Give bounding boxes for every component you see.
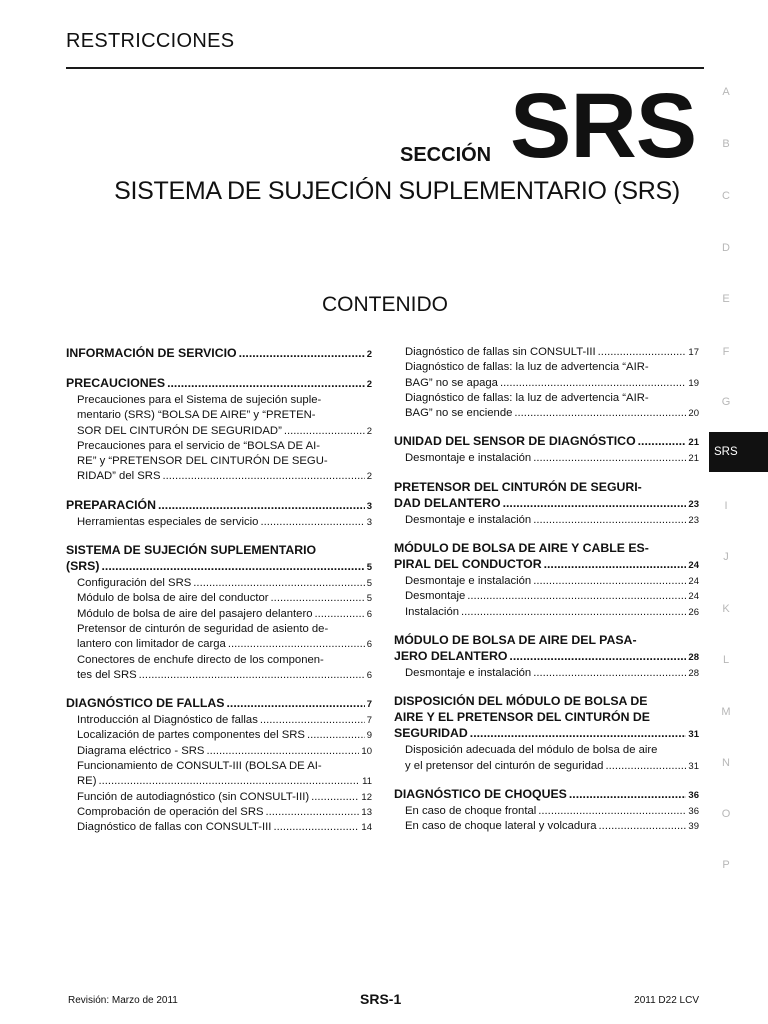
- toc-entry[interactable]: [394, 345, 699, 421]
- dot-leader: [514, 406, 686, 421]
- toc-heading[interactable]: [394, 786, 699, 804]
- dot-leader: [467, 589, 686, 604]
- toc-item-text: tes del SRS: [77, 668, 137, 681]
- toc-entry[interactable]: [394, 632, 699, 681]
- toc-page-number: 20: [688, 408, 699, 420]
- toc-item[interactable]: [66, 515, 372, 530]
- footer-revision: Revisión: Marzo de 2011: [68, 995, 178, 1006]
- toc-page-number: 28: [688, 651, 699, 663]
- toc-page-number: 5: [366, 562, 372, 574]
- dot-leader: [260, 515, 364, 530]
- toc-page-number: 10: [361, 745, 372, 757]
- toc-page-number: 39: [688, 821, 699, 833]
- toc-item-line: Conectores de enchufe directo de los componen-: [77, 653, 324, 666]
- toc-heading[interactable]: [66, 345, 372, 363]
- toc-page-number: 3: [366, 516, 372, 528]
- toc-heading[interactable]: [66, 497, 372, 515]
- toc-item-line: [405, 513, 699, 528]
- dot-leader: [503, 495, 687, 511]
- toc-item-line: Disposición adecuada del módulo de bolsa de aire: [405, 744, 658, 757]
- toc-page-number: 11: [362, 776, 372, 788]
- dot-leader: [307, 728, 365, 743]
- dot-leader: [98, 774, 360, 789]
- toc-item-text: y el pretensor del cinturón de seguridad: [405, 759, 604, 772]
- toc-item[interactable]: [394, 666, 699, 681]
- toc-page-number: 7: [366, 715, 372, 727]
- toc-heading-text: SEGURIDAD: [394, 726, 468, 741]
- toc-item-text: lantero con limitador de carga: [77, 638, 226, 651]
- side-tab-b[interactable]: B: [722, 138, 730, 150]
- toc-item-text: En caso de choque frontal: [405, 804, 537, 817]
- toc-item[interactable]: [66, 653, 372, 684]
- toc-entry[interactable]: [66, 375, 372, 485]
- side-tab-p[interactable]: P: [722, 859, 730, 871]
- toc-entry[interactable]: [394, 693, 699, 774]
- section-label: SECCIÓN: [400, 144, 492, 166]
- toc-page-number: 5: [366, 593, 372, 605]
- toc-item-line: [77, 469, 372, 484]
- dot-leader: [167, 375, 365, 391]
- dot-leader: [228, 637, 365, 652]
- toc-item-line: [405, 406, 699, 421]
- toc-heading[interactable]: [394, 693, 699, 743]
- toc-item[interactable]: [66, 576, 372, 591]
- side-tab-n[interactable]: N: [722, 757, 730, 769]
- toc-heading-line: [66, 695, 372, 713]
- toc-item-text: Módulo de bolsa de aire del conductor: [77, 592, 269, 605]
- toc-item-text: SOR DEL CINTURÓN DE SEGURIDAD”: [77, 424, 282, 437]
- toc-item[interactable]: [66, 790, 372, 805]
- toc-heading-line: MÓDULO DE BOLSA DE AIRE Y CABLE ES-: [394, 541, 649, 556]
- header-title: RESTRICCIONES: [66, 30, 235, 52]
- toc-heading[interactable]: [66, 375, 372, 393]
- toc-entry[interactable]: [394, 540, 699, 620]
- toc-item[interactable]: [66, 607, 372, 622]
- dot-leader: [139, 668, 365, 683]
- toc-item[interactable]: [66, 820, 372, 835]
- toc-item-line: [405, 759, 699, 774]
- toc-item-line: [405, 376, 699, 391]
- toc-page-number: 6: [366, 639, 372, 651]
- dot-leader: [533, 574, 686, 589]
- toc-page-number: 31: [688, 760, 699, 772]
- toc-item[interactable]: [66, 744, 372, 759]
- toc-item[interactable]: [66, 622, 372, 653]
- toc-heading-text: UNIDAD DEL SENSOR DE DIAGNÓSTICO: [394, 434, 636, 449]
- toc-heading-text: PRECAUCIONES: [66, 376, 166, 390]
- toc-page-number: 24: [688, 560, 699, 572]
- toc-page-number: 12: [361, 791, 372, 803]
- dot-leader: [461, 605, 686, 620]
- toc-entry[interactable]: [394, 433, 699, 466]
- toc-page-number: 2: [366, 349, 372, 360]
- toc-item-line: [77, 515, 372, 530]
- toc-item-line: RE” y “PRETENSOR DEL CINTURÓN DE SEGU-: [77, 455, 328, 468]
- toc-item-text: Desmontaje e instalación: [405, 666, 532, 679]
- toc-entry[interactable]: [66, 345, 372, 363]
- toc-item-text: RE): [77, 775, 97, 788]
- toc-page-number: 19: [688, 377, 699, 389]
- toc-item-line: Precauciones para el servicio de “BOLSA DE AI-: [77, 439, 320, 452]
- toc-item-line: [405, 804, 699, 819]
- toc-item[interactable]: [66, 728, 372, 743]
- toc-heading[interactable]: [394, 433, 699, 451]
- toc-page-number: 13: [361, 806, 372, 818]
- toc-page-number: 28: [688, 667, 699, 679]
- toc-item[interactable]: [394, 574, 699, 589]
- dot-leader: [605, 759, 686, 774]
- toc-heading-line: DISPOSICIÓN DEL MÓDULO DE BOLSA DE: [394, 694, 648, 709]
- side-tab-a[interactable]: A: [722, 86, 730, 98]
- toc-heading-line: SISTEMA DE SUJECIÓN SUPLEMENTARIO: [66, 543, 317, 558]
- footer-page-number: SRS-1: [360, 991, 402, 1007]
- toc-item-text: Localización de partes componentes del SRS: [77, 729, 305, 742]
- dot-leader: [544, 556, 687, 572]
- toc-item-text: Desmontaje: [405, 590, 466, 603]
- dot-leader: [239, 345, 365, 361]
- toc-page-number: 36: [688, 789, 699, 801]
- side-tab-o[interactable]: O: [721, 808, 731, 820]
- dot-leader: [163, 469, 365, 484]
- dot-leader: [227, 695, 365, 711]
- toc-heading[interactable]: [66, 695, 372, 713]
- toc-item-line: Diagnóstico de fallas: la luz de advertencia “AIR-: [405, 361, 649, 374]
- toc-item-text: Introducción al Diagnóstico de fallas: [77, 714, 258, 727]
- dot-leader: [638, 433, 687, 449]
- toc-item-text: Herramientas especiales de servicio: [77, 515, 259, 528]
- toc-item-line: [77, 728, 372, 743]
- toc-entry[interactable]: [394, 479, 699, 528]
- toc-heading-text: INFORMACIÓN DE SERVICIO: [66, 346, 237, 360]
- toc-item-text: Instalación: [405, 605, 460, 618]
- side-tab-g[interactable]: G: [721, 396, 731, 408]
- toc-page-number: 6: [366, 608, 372, 620]
- toc-item-text: Comprobación de operación del SRS: [77, 805, 264, 818]
- toc-page-number: 2: [366, 379, 372, 390]
- toc-heading-line: [66, 345, 372, 363]
- section-code: SRS: [510, 75, 697, 177]
- dot-leader: [273, 820, 359, 835]
- toc-item[interactable]: [66, 393, 372, 439]
- toc-heading[interactable]: [394, 479, 699, 513]
- toc-heading[interactable]: [394, 540, 699, 574]
- toc-item[interactable]: [66, 439, 372, 485]
- toc-item[interactable]: [394, 819, 699, 834]
- toc-item-text: Desmontaje e instalación: [405, 452, 532, 465]
- toc-heading-line: MÓDULO DE BOLSA DE AIRE DEL PASA-: [394, 632, 637, 647]
- toc-heading-text: DAD DELANTERO: [394, 495, 501, 510]
- footer-model: 2011 D22 LCV: [634, 995, 699, 1006]
- toc-item-line: Diagnóstico de fallas: la luz de advertencia “AIR-: [405, 391, 649, 404]
- toc-heading-line: [394, 556, 699, 574]
- toc-entry[interactable]: [66, 497, 372, 530]
- toc-item[interactable]: [394, 360, 699, 391]
- toc-page-number: 23: [688, 498, 699, 510]
- toc-item-line: [77, 576, 372, 591]
- side-tab-d[interactable]: D: [722, 242, 730, 254]
- toc-item[interactable]: [394, 513, 699, 528]
- toc-page-number: 36: [688, 805, 699, 817]
- toc-item-line: [77, 805, 372, 820]
- toc-entry[interactable]: [66, 695, 372, 835]
- toc-item-line: [77, 591, 372, 606]
- toc-item-line: [77, 790, 372, 805]
- toc-item[interactable]: [394, 804, 699, 819]
- toc-page-number: 31: [688, 729, 699, 741]
- side-tab-m[interactable]: M: [721, 706, 731, 718]
- dot-leader: [311, 790, 359, 805]
- dot-leader: [266, 805, 360, 820]
- toc-item-text: BAG” no se enciende: [405, 407, 513, 420]
- toc-item-line: [77, 668, 372, 683]
- toc-page-number: 6: [366, 669, 372, 681]
- header-rule: [66, 67, 704, 69]
- toc-item-text: RIDAD” del SRS: [77, 470, 161, 483]
- toc-item-text: Módulo de bolsa de aire del pasajero delantero: [77, 607, 313, 620]
- toc-left-column: [66, 345, 372, 848]
- toc-page-number: 24: [688, 576, 699, 588]
- toc-item[interactable]: [66, 759, 372, 790]
- toc-item-line: [405, 345, 699, 360]
- toc-page-number: 21: [688, 453, 699, 465]
- toc-heading-text: JERO DELANTERO: [394, 648, 508, 663]
- toc-item-line: [405, 605, 699, 620]
- toc-item-text: Desmontaje e instalación: [405, 513, 532, 526]
- dot-leader: [599, 819, 687, 834]
- toc-item-line: [405, 451, 699, 466]
- dot-leader: [206, 744, 359, 759]
- dot-leader: [500, 376, 686, 391]
- toc-heading-line: [394, 725, 699, 743]
- toc-heading-line: [66, 558, 372, 576]
- toc-heading-text: DIAGNÓSTICO DE CHOQUES: [394, 786, 567, 801]
- toc-item-line: mentario (SRS) “BOLSA DE AIRE” y “PRETEN-: [77, 409, 316, 422]
- section-title: SISTEMA DE SUJECIÓN SUPLEMENTARIO (SRS): [114, 177, 680, 205]
- toc-heading[interactable]: [66, 542, 372, 576]
- toc-item-line: Funcionamiento de CONSULT-III (BOLSA DE AI-: [77, 760, 322, 773]
- side-tab-l[interactable]: L: [722, 654, 730, 666]
- toc-page-number: 9: [366, 730, 372, 742]
- toc-page-number: 17: [688, 347, 699, 358]
- toc-item-text: Desmontaje e instalación: [405, 575, 532, 588]
- toc-heading-line: [394, 495, 699, 513]
- toc-item-line: [405, 574, 699, 589]
- toc-item-text: Diagrama eléctrico - SRS: [77, 744, 205, 757]
- toc-item-line: [77, 744, 372, 759]
- toc-item-text: Configuración del SRS: [77, 577, 192, 590]
- side-tab-k[interactable]: K: [722, 603, 730, 615]
- toc-item-line: [77, 820, 372, 835]
- side-tab-i[interactable]: I: [724, 500, 728, 512]
- toc-item[interactable]: [394, 345, 699, 360]
- toc-page-number: 26: [688, 606, 699, 618]
- toc-page-number: 3: [366, 500, 372, 512]
- dot-leader: [284, 424, 365, 439]
- toc-item-text: Diagnóstico de fallas con CONSULT-III: [77, 821, 272, 834]
- toc-item-line: [77, 424, 372, 439]
- toc-item[interactable]: [66, 713, 372, 728]
- dot-leader: [569, 786, 687, 802]
- toc-entry[interactable]: [66, 542, 372, 683]
- toc-item[interactable]: [394, 451, 699, 466]
- toc-heading[interactable]: [394, 632, 699, 666]
- toc-item[interactable]: [394, 589, 699, 604]
- toc-item[interactable]: [394, 743, 699, 774]
- dot-leader: [470, 725, 687, 741]
- dot-leader: [158, 497, 365, 513]
- dot-leader: [598, 345, 687, 360]
- side-tab-srs[interactable]: SRS: [709, 432, 768, 472]
- toc-item-line: Pretensor de cinturón de seguridad de asiento de-: [77, 622, 329, 635]
- dot-leader: [101, 558, 364, 574]
- toc-item-text: En caso de choque lateral y volcadura: [405, 820, 597, 833]
- toc-item[interactable]: [66, 591, 372, 606]
- toc-heading-line: [394, 433, 699, 451]
- contents-title: CONTENIDO: [322, 293, 448, 316]
- toc-item-text: BAG” no se apaga: [405, 376, 498, 389]
- toc-heading-line: AIRE Y EL PRETENSOR DEL CINTURÓN DE: [394, 710, 651, 725]
- toc-item-text: Diagnóstico de fallas sin CONSULT-III: [405, 346, 596, 358]
- toc-item-line: [77, 713, 372, 728]
- toc-item-line: [405, 666, 699, 681]
- toc-heading-line: PRETENSOR DEL CINTURÓN DE SEGURI-: [394, 479, 642, 494]
- toc-heading-text: PIRAL DEL CONDUCTOR: [394, 557, 542, 572]
- toc-page-number: 24: [688, 591, 699, 603]
- dot-leader: [533, 666, 686, 681]
- dot-leader: [271, 591, 365, 606]
- toc-page-number: 14: [361, 822, 372, 834]
- toc-item-line: [405, 819, 699, 834]
- dot-leader: [509, 648, 686, 664]
- toc-entry[interactable]: [394, 786, 699, 835]
- toc-page-number: 5: [366, 578, 372, 590]
- dot-leader: [260, 713, 365, 728]
- side-tab-f[interactable]: F: [722, 346, 730, 358]
- toc-page-number: 21: [688, 437, 699, 449]
- toc-heading-text: PREPARACIÓN: [66, 497, 156, 512]
- toc-item-line: [77, 637, 372, 652]
- dot-leader: [315, 607, 365, 622]
- dot-leader: [533, 513, 686, 528]
- toc-item-line: [77, 607, 372, 622]
- toc-heading-line: [66, 497, 372, 515]
- side-tab-e[interactable]: E: [722, 293, 730, 305]
- toc-page-number: 2: [366, 471, 372, 483]
- toc-item-text: Función de autodiagnóstico (sin CONSULT-III): [77, 790, 310, 803]
- side-tab-c[interactable]: C: [722, 190, 730, 202]
- toc-right-column: [394, 345, 699, 846]
- toc-item-line: [405, 589, 699, 604]
- side-tab-j[interactable]: J: [723, 551, 729, 563]
- toc-heading-text: (SRS): [66, 559, 100, 574]
- toc-item-line: Precauciones para el Sistema de sujeción suple-: [77, 394, 322, 406]
- toc-item-line: [77, 774, 372, 789]
- toc-item[interactable]: [66, 805, 372, 820]
- toc-page-number: 7: [366, 699, 372, 711]
- dot-leader: [538, 804, 686, 819]
- toc-page-number: 2: [366, 425, 372, 437]
- toc-heading-line: [394, 786, 699, 804]
- dot-leader: [193, 576, 364, 591]
- toc-heading-line: [394, 648, 699, 666]
- toc-heading-text: DIAGNÓSTICO DE FALLAS: [66, 696, 225, 711]
- toc-item[interactable]: [394, 605, 699, 620]
- toc-item[interactable]: [394, 391, 699, 422]
- dot-leader: [533, 451, 686, 466]
- toc-heading-line: [66, 375, 372, 393]
- toc-page-number: 23: [688, 514, 699, 526]
